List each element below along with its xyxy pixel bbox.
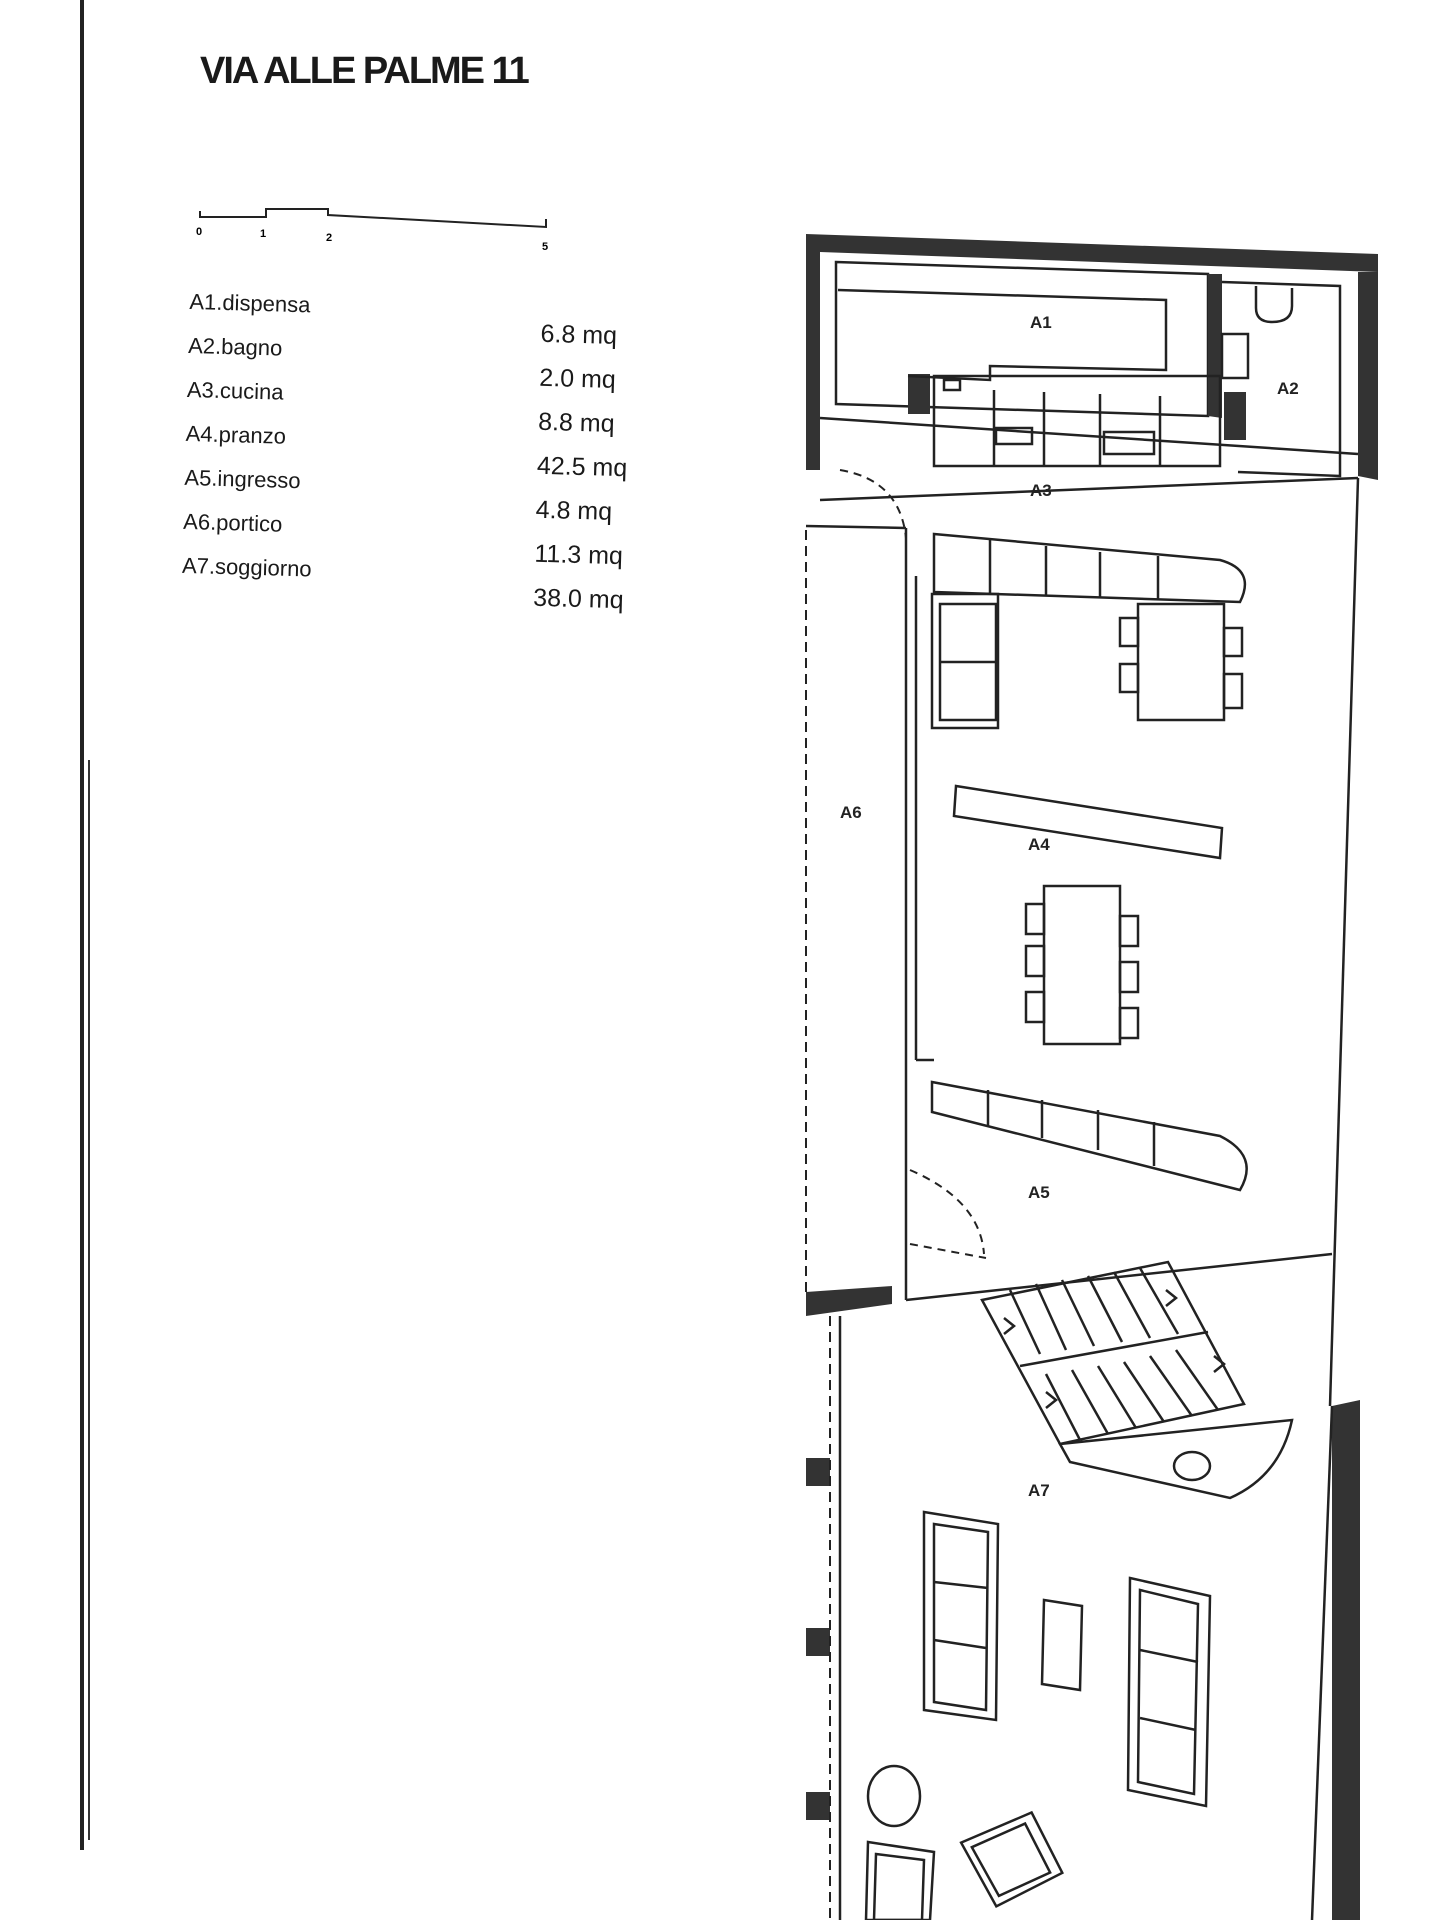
room-a1-dispensa — [836, 262, 1246, 466]
plan-label-a7: A7 — [1028, 1481, 1050, 1500]
room-name: A7.soggiorno — [181, 552, 312, 582]
room-area: 11.3 mq — [534, 539, 624, 571]
room-name: A5.ingresso — [184, 464, 301, 494]
room-area: 8.8 mq — [537, 407, 615, 438]
room-area: 6.8 mq — [540, 319, 618, 350]
page-title: VIA ALLE PALME 11 — [200, 50, 528, 92]
room-name: A6.portico — [182, 508, 283, 537]
wall-right-bottom — [1332, 1400, 1360, 1920]
scale-tick-2: 2 — [326, 232, 333, 244]
room-name: A4.pranzo — [185, 420, 287, 449]
scale-tick-1: 1 — [260, 228, 267, 240]
plan-label-a6: A6 — [840, 803, 862, 822]
scale-tick-5: 5 — [542, 241, 549, 253]
room-area: 38.0 mq — [532, 583, 624, 615]
room-area: 42.5 mq — [536, 451, 628, 483]
room-area: 2.0 mq — [539, 363, 617, 394]
room-a6-portico — [806, 526, 906, 1292]
plan-label-a3: A3 — [1030, 481, 1052, 500]
wall-left-bottom — [806, 1286, 892, 1820]
room-a4-pranzo — [906, 478, 1358, 1406]
room-a7-soggiorno — [830, 1316, 1332, 1920]
plan-label-a5: A5 — [1028, 1183, 1050, 1202]
plan-label-a1: A1 — [1030, 313, 1052, 332]
room-a5-ingresso — [906, 1082, 1332, 1300]
room-area: 4.8 mq — [535, 495, 613, 526]
plan-label-a2: A2 — [1277, 379, 1299, 398]
staircase — [982, 1262, 1244, 1444]
room-name: A2.bagno — [187, 332, 283, 361]
wall-right-upper — [1358, 272, 1378, 480]
room-a3-cucina — [820, 418, 1358, 538]
scale-tick-0: 0 — [196, 226, 203, 238]
room-name: A1.dispensa — [189, 288, 311, 318]
room-name: A3.cucina — [186, 376, 284, 405]
plan-label-a4: A4 — [1028, 835, 1050, 854]
